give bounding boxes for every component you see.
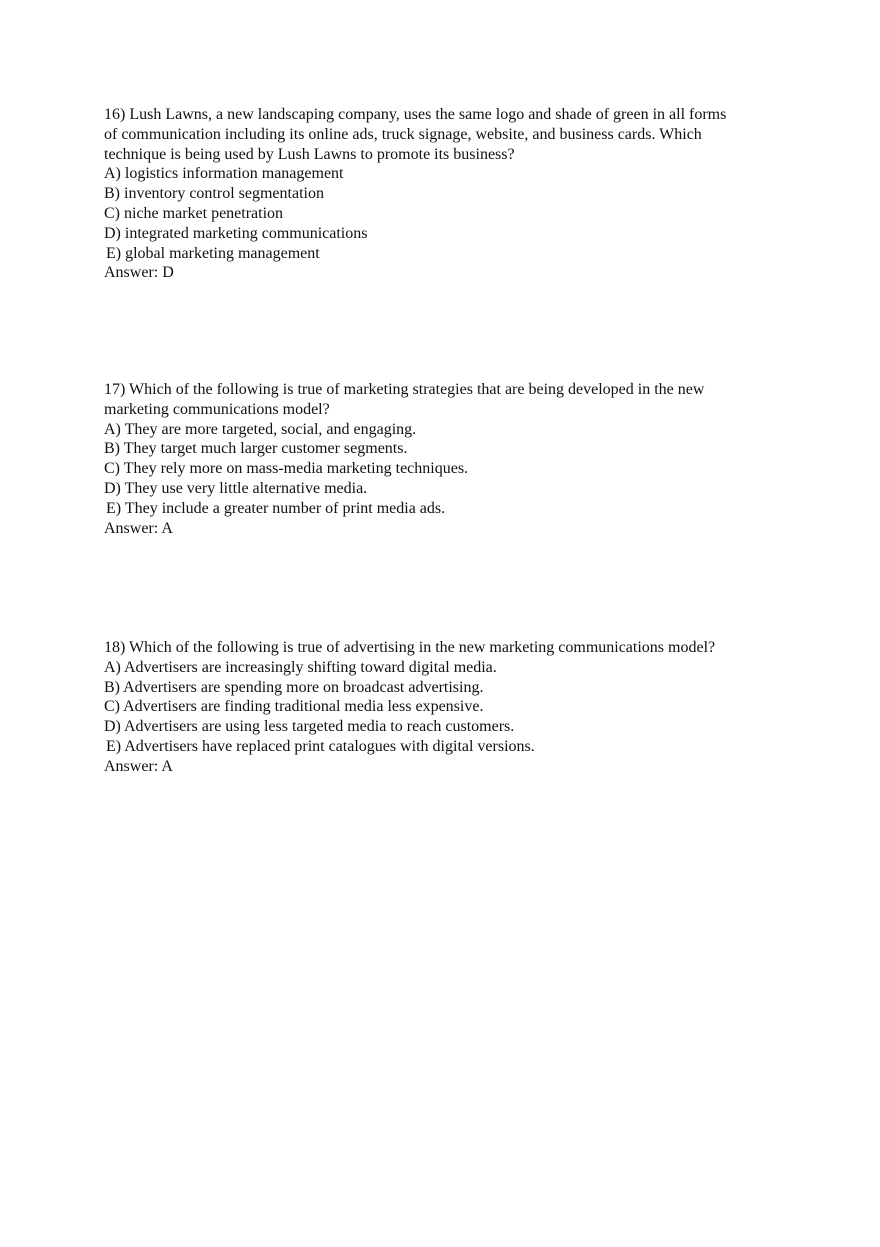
option-c: C) Advertisers are finding traditional media less expensive. [104, 698, 484, 716]
option-b: B) inventory control segmentation [104, 185, 324, 203]
question-17 [104, 380, 804, 538]
option-a: A) Advertisers are increasingly shifting toward digital media. [104, 658, 497, 676]
question-stem-line: 17) Which of the following is true of marketing strategies that are being developed in the new [104, 381, 705, 398]
option-e: E) They include a greater number of print media ads. [106, 499, 446, 517]
option-a: A) They are more targeted, social, and engaging. [104, 420, 417, 438]
option-d: D) Advertisers are using less targeted media to reach customers. [104, 718, 515, 736]
option-c: C) niche market penetration [104, 204, 284, 222]
option-b: B) They target much larger customer segments. [104, 440, 408, 458]
question-stem-line: technique is being used by Lush Lawns to promote its business? [104, 145, 515, 163]
question-stem-line: 18) Which of the following is true of advertising in the new marketing communications model? [104, 639, 716, 656]
question-stem-line: 16) Lush Lawns, a new landscaping company, uses the same logo and shade of green in all forms [104, 106, 727, 123]
option-e: E) global marketing management [106, 244, 320, 262]
answer-line: Answer: A [104, 519, 173, 537]
option-d: D) integrated marketing communications [104, 224, 368, 242]
option-d: D) They use very little alternative media. [104, 479, 368, 497]
question-stem-line: marketing communications model? [104, 400, 330, 418]
option-a: A) logistics information management [104, 165, 344, 183]
answer-line: Answer: D [104, 264, 174, 282]
answer-line: Answer: A [104, 757, 173, 775]
question-18 [104, 638, 804, 777]
option-b: B) Advertisers are spending more on broadcast advertising. [104, 678, 484, 696]
option-e: E) Advertisers have replaced print catalogues with digital versions. [106, 737, 535, 755]
question-16 [104, 105, 804, 283]
option-c: C) They rely more on mass-media marketing techniques. [104, 460, 469, 478]
question-stem-line: of communication including its online ads, truck signage, website, and business cards. Which [104, 125, 702, 143]
